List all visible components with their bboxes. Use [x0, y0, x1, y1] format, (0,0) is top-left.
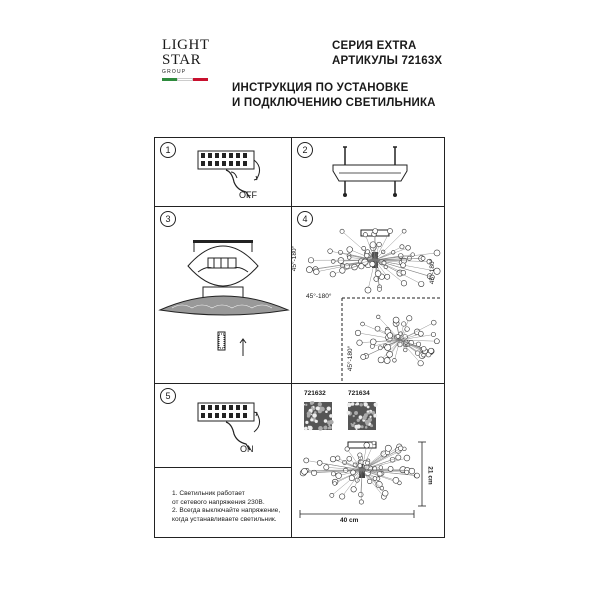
swatch-bead	[327, 407, 331, 411]
step-4-badge: 4	[297, 211, 313, 227]
step-4-divider	[340, 298, 444, 382]
note-line-2: от сетевого напряжения 230В.	[172, 498, 265, 506]
swatch-bead	[307, 411, 312, 416]
step-5-badge: 5	[160, 388, 176, 404]
swatch-bead	[328, 424, 330, 426]
model-721634-label: 721634	[348, 390, 370, 397]
cluster-bead	[362, 246, 366, 250]
instruction-title-line-2: И ПОДКЛЮЧЕНИЮ СВЕТИЛЬНИКА	[232, 97, 436, 109]
step-3-badge: 3	[160, 211, 176, 227]
flag-red	[193, 78, 208, 81]
cluster-bead	[421, 256, 425, 260]
note-line-3: 2. Всегда выключайте напряжение,	[172, 507, 281, 515]
cluster-bead	[419, 281, 424, 286]
swatch-bead	[311, 406, 313, 408]
flag-white	[177, 78, 194, 81]
swatch-bead	[362, 415, 367, 420]
on-label: ON	[240, 444, 254, 454]
angle-label-lower: 45°-180°	[347, 345, 355, 372]
swatch-bead	[312, 413, 317, 418]
cluster-bead	[363, 233, 367, 237]
swatch-bead	[305, 421, 308, 424]
cluster-bead	[406, 245, 411, 250]
swatch-bead	[314, 411, 317, 414]
cluster-bead	[401, 280, 407, 286]
cluster-bead	[375, 271, 381, 277]
swatch-bead	[304, 427, 308, 431]
dimension-lines	[298, 440, 438, 530]
brand-logo	[162, 38, 210, 81]
instruction-title-line-1: ИНСТРУКЦИЯ ПО УСТАНОВКЕ	[232, 82, 409, 94]
swatch-bead	[359, 415, 363, 419]
swatch-bead	[356, 429, 358, 431]
swatch-bead	[357, 424, 361, 428]
height-dimension-label: 21 cm	[426, 466, 434, 485]
swatch-bead	[328, 427, 330, 429]
cluster-bead	[340, 229, 344, 233]
cluster-bead	[377, 242, 382, 247]
note-line-4: когда устанавливаете светильник.	[172, 515, 277, 523]
swatch-bead	[353, 415, 355, 417]
angle-label-bottom: 45°-180°	[306, 293, 332, 300]
swatch-bead	[365, 426, 368, 429]
swatch-bead	[318, 402, 322, 406]
cluster-bead	[401, 270, 406, 275]
series-title: СЕРИЯ EXTRA	[332, 40, 417, 52]
swatch-bead	[324, 419, 328, 423]
cluster-bead	[387, 228, 392, 233]
step-5-terminal-block-illustration	[196, 400, 266, 452]
cluster-bead	[338, 250, 342, 254]
step-2-badge: 2	[297, 142, 313, 158]
swatch-bead	[347, 411, 351, 415]
cluster-bead	[314, 269, 320, 275]
angle-label-right: 45°-180°	[429, 258, 437, 285]
cluster-bead	[434, 250, 440, 256]
swatch-bead	[315, 420, 318, 423]
swatch-bead	[370, 424, 373, 427]
swatch-bead	[308, 426, 313, 431]
model-721632-label: 721632	[304, 390, 326, 397]
model-721634-swatch	[348, 402, 376, 430]
cluster-bead	[365, 287, 371, 293]
swatch-bead	[369, 416, 371, 418]
model-721632-swatch	[304, 402, 332, 430]
cluster-bead	[340, 268, 346, 274]
logo-line-1: LIGHT	[162, 37, 210, 53]
cluster-bead	[401, 263, 406, 268]
cluster-bead	[373, 228, 378, 233]
cluster-bead	[330, 272, 335, 277]
flag-green	[162, 78, 177, 81]
cluster-bead	[407, 256, 411, 260]
swatch-bead	[359, 403, 362, 406]
logo-line-3: GROUP	[162, 69, 187, 75]
swatch-bead	[351, 402, 355, 406]
cluster-bead	[359, 264, 364, 269]
step-1-badge: 1	[160, 142, 176, 158]
cluster-bead	[347, 256, 351, 260]
swatch-bead	[324, 426, 327, 429]
swatch-bead	[355, 403, 357, 405]
cluster-bead	[402, 229, 406, 233]
angle-label-top-left: 45°-180°	[291, 245, 299, 272]
swatch-bead	[310, 401, 314, 405]
swatch-bead	[347, 403, 352, 408]
cluster-bead	[338, 258, 344, 264]
logo-line-2: STAR	[162, 52, 202, 68]
cluster-bead	[385, 274, 390, 279]
swatch-bead	[329, 420, 334, 425]
article-numbers: АРТИКУЛЫ 72163X	[332, 55, 443, 67]
swatch-bead	[357, 419, 360, 422]
cluster-bead	[365, 250, 369, 254]
swatch-bead	[351, 424, 354, 427]
cluster-bead	[306, 267, 312, 273]
swatch-bead	[305, 404, 307, 406]
swatch-bead	[361, 425, 364, 428]
swatch-bead	[366, 423, 369, 426]
width-dimension-label: 40 cm	[340, 517, 359, 524]
swatch-bead	[321, 428, 323, 430]
step-2-mounting-bracket-illustration	[325, 143, 415, 201]
swatch-bead	[367, 411, 369, 413]
cluster-bead	[400, 245, 404, 249]
swatch-bead	[354, 411, 358, 415]
cluster-bead	[377, 287, 381, 291]
step-3-connection-illustration	[158, 232, 290, 370]
cluster-bead	[328, 249, 333, 254]
swatch-bead	[371, 411, 375, 415]
cluster-bead	[308, 258, 313, 263]
cluster-bead	[411, 253, 415, 257]
swatch-bead	[364, 402, 368, 406]
safety-notes	[172, 490, 280, 524]
cluster-bead	[347, 247, 353, 253]
italian-flag-stripe	[162, 78, 208, 81]
off-label: OFF	[239, 190, 257, 200]
swatch-bead	[374, 402, 378, 406]
swatch-bead	[310, 418, 313, 421]
cluster-bead	[340, 264, 344, 268]
swatch-bead	[316, 406, 320, 410]
note-line-1: 1. Светильник работает	[172, 490, 245, 497]
swatch-bead	[325, 410, 328, 413]
swatch-bead	[303, 404, 305, 406]
swatch-bead	[329, 414, 333, 418]
